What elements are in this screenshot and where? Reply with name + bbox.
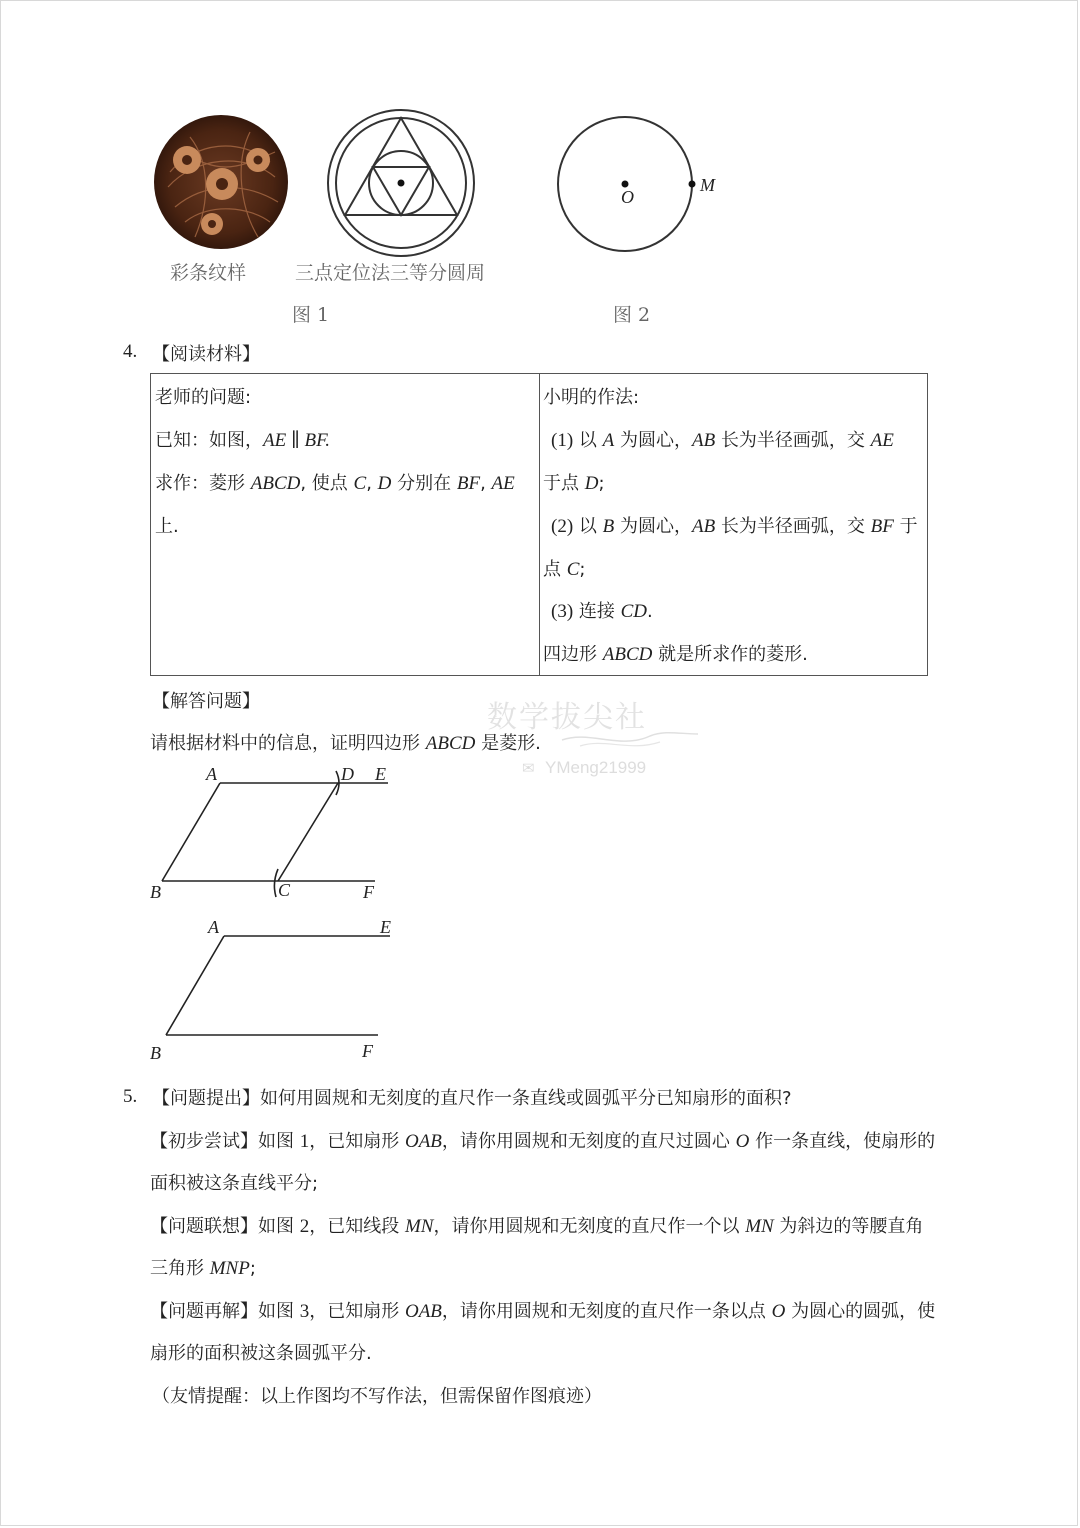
fig1-caption-right: 三点定位法三等分圆周 — [295, 262, 486, 284]
q5-line-2: 【初步尝试】如图 1，已知扇形 OAB，请你用圆规和无刻度的直尺过圆心 O 作一条直线，使扇形的 — [150, 1131, 936, 1152]
q4-heading: 【阅读材料】 — [152, 344, 260, 365]
answer-heading: 【解答问题】 — [152, 691, 260, 712]
d2-label-a: A — [208, 917, 219, 937]
teacher-title: 老师的问题: — [155, 387, 252, 408]
answer-prompt: 请根据材料中的信息，证明四边形 ABCD 是菱形. — [150, 733, 541, 754]
q5-reminder: （友情提醒：以上作图均不写作法，但需保留作图痕迹） — [152, 1386, 602, 1407]
point-m — [689, 181, 696, 188]
parallel-lines-diagram — [150, 925, 400, 1045]
q5-line-1: 【问题提出】如何用圆规和无刻度的直尺作一条直线或圆弧平分已知扇形的面积? — [152, 1088, 792, 1109]
fig2-label-m: M — [700, 175, 715, 195]
step-1-cont: 于点 D; — [543, 473, 605, 494]
xiaoming-title: 小明的作法: — [543, 387, 640, 408]
q5-line-6: 【问题再解】如图 3，已知扇形 OAB，请你用圆规和无刻度的直尺作一条以点 O 为圆心的圆弧，使 — [150, 1301, 936, 1322]
q5-line-5: 三角形 MNP; — [150, 1258, 256, 1279]
d1-label-c: C — [278, 880, 291, 900]
step-2-cont: 点 C; — [543, 559, 586, 580]
step-1: (1) 以 A 为圆心，AB 长为半径画弧，交 AE — [551, 430, 894, 451]
watermark-swirl — [560, 728, 700, 752]
d2-label-e: E — [380, 917, 391, 937]
step-conclusion: 四边形 ABCD 就是所求作的菱形. — [543, 644, 808, 665]
three-point-circle-division-figure — [325, 107, 477, 259]
teacher-task-end: 上. — [155, 516, 179, 537]
wechat-icon: ✉ — [522, 759, 535, 777]
d1-label-a: A — [206, 764, 217, 784]
d1-label-e: E — [375, 764, 386, 784]
fig1-caption-left: 彩条纹样 — [170, 262, 247, 284]
q4-number: 4. — [123, 341, 138, 362]
step-3: (3) 连接 CD. — [551, 601, 653, 622]
watermark-title: 数学拔尖社 — [487, 700, 647, 735]
teacher-given: 已知：如图，AE ∥ BF. — [155, 430, 331, 451]
q5-line-4: 【问题联想】如图 2，已知线段 MN，请你用圆规和无刻度的直尺作一个以 MN 为斜边的等腰直角 — [150, 1216, 924, 1237]
d2-label-f: F — [362, 1041, 373, 1061]
q5-line-3: 面积被这条直线平分; — [150, 1173, 319, 1194]
teacher-task: 求作：菱形 ABCD, 使点 C, D 分别在 BF, AE — [155, 473, 515, 494]
reading-material-table — [150, 373, 928, 676]
d1-label-d: D — [341, 764, 354, 784]
fig1-label: 图 1 — [292, 304, 330, 326]
watermark-id: YMeng21999 — [545, 758, 647, 777]
step-2: (2) 以 B 为圆心，AB 长为半径画弧，交 BF 于 — [551, 516, 918, 537]
q5-line-7: 扇形的面积被这条圆弧平分. — [150, 1343, 372, 1364]
table-divider — [539, 374, 540, 675]
striped-pattern-image — [150, 112, 295, 252]
q5-number: 5. — [123, 1086, 138, 1107]
d1-label-b: B — [150, 882, 161, 902]
d1-label-f: F — [363, 882, 374, 902]
fig2-label-o: O — [621, 187, 634, 207]
fig2-label: 图 2 — [613, 304, 651, 326]
d2-label-b: B — [150, 1043, 161, 1063]
